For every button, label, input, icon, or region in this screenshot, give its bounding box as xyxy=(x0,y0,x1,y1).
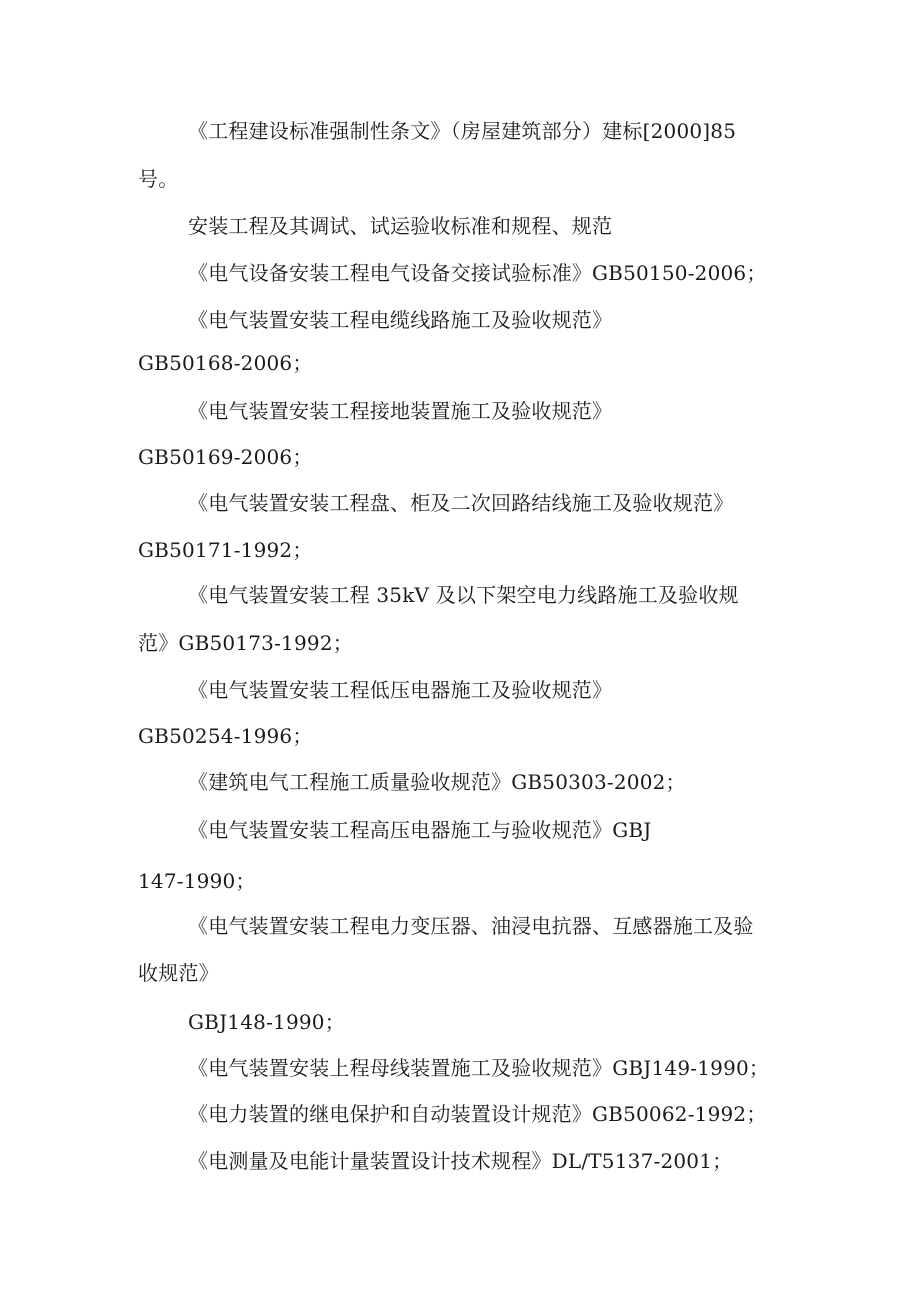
text-line-13: 《电气装置安装工程低压电器施工及验收规范》 xyxy=(188,678,613,702)
section-heading: 安装工程及其调试、试运验收标准和规程、规范 xyxy=(188,214,613,238)
text-line-12: 范》GB50173-1992； xyxy=(138,631,353,655)
text-line-21: 《电气装置安装上程母线装置施工及验收规范》GBJ149-1990； xyxy=(188,1056,770,1080)
text-line-7: 《电气装置安装工程接地装置施工及验收规范》 xyxy=(188,399,613,423)
text-line-1: 《工程建设标准强制性条文》（房屋建筑部分）建标[2000]85 xyxy=(188,119,737,143)
text-line-14: GB50254-1996； xyxy=(138,724,313,748)
text-line-16: 《电气装置安装工程高压电器施工与验收规范》GBJ xyxy=(188,818,652,842)
text-line-19: 收规范》 xyxy=(138,961,219,985)
text-line-6: GB50168-2006； xyxy=(138,351,313,375)
text-line-18: 《电气装置安装工程电力变压器、油浸电抗器、互感器施工及验 xyxy=(188,914,754,938)
text-line-22: 《电力装置的继电保护和自动装置设计规范》GB50062-1992； xyxy=(188,1102,767,1126)
text-line-23: 《电测量及电能计量装置设计技术规程》DL/T5137-2001； xyxy=(188,1149,733,1173)
text-line-11: 《电气装置安装工程 35kV 及以下架空电力线路施工及验收规 xyxy=(188,583,739,607)
text-line-9: 《电气装置安装工程盘、柜及二次回路结线施工及验收规范》 xyxy=(188,491,734,515)
text-line-10: GB50171-1992； xyxy=(138,538,313,562)
text-line-20: GBJ148-1990； xyxy=(188,1010,345,1034)
text-line-5: 《电气装置安装工程电缆线路施工及验收规范》 xyxy=(188,308,613,332)
text-line-2: 号。 xyxy=(138,167,179,191)
text-line-15: 《建筑电气工程施工质量验收规范》GB50303-2002； xyxy=(188,770,686,794)
text-line-8: GB50169-2006； xyxy=(138,445,313,469)
text-line-4: 《电气设备安装工程电气设备交接试验标准》GB50150-2006； xyxy=(188,261,767,285)
text-line-17: 147-1990； xyxy=(138,869,256,893)
